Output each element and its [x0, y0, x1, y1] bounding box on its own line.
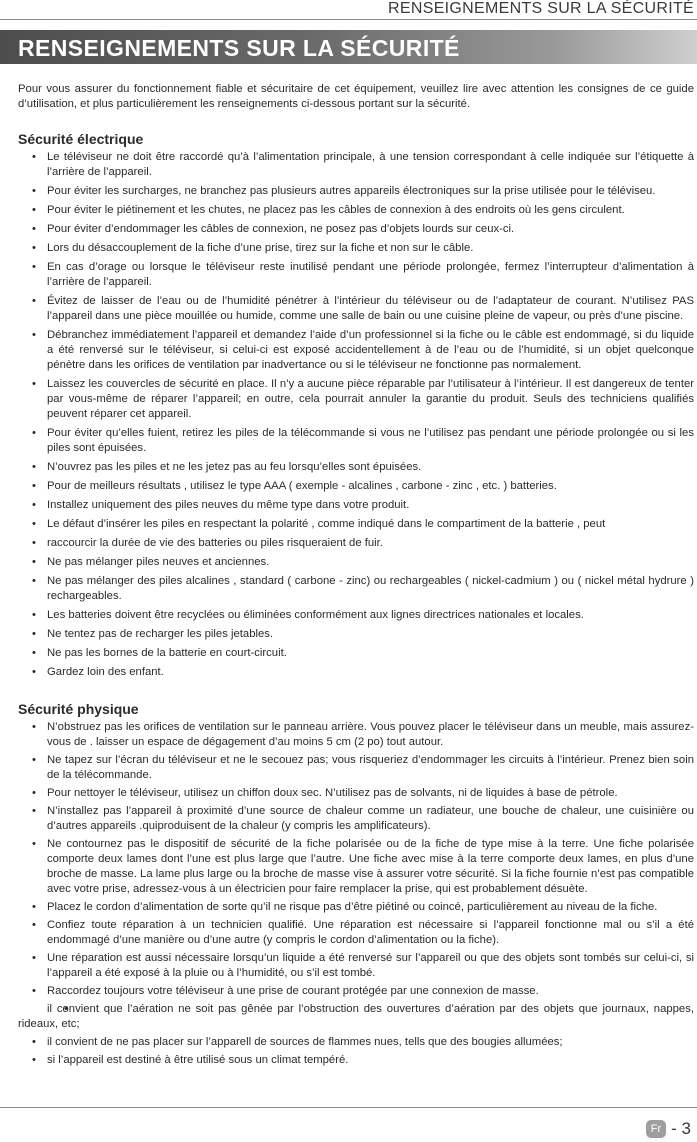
list-item: • Pour éviter le piétinement et les chutes, ne placez pas les câbles de connexion à des endroits où les gens circulent.	[18, 203, 694, 218]
list-item: • si l’appareil est destiné à être utilisé sous un climat tempéré.	[18, 1053, 694, 1068]
list-item: • Pour de meilleurs résultats , utilisez le type AAA ( exemple - alcalines , carbone - zinc , etc. ) batteries.	[18, 479, 694, 494]
physical-safety-heading: Sécurité physique	[18, 701, 139, 717]
running-header: RENSEIGNEMENTS SUR LA SÉCURITÉ	[388, 0, 694, 17]
list-item: • Le défaut d’insérer les piles en respectant la polarité , comme indiqué dans le compartiment de la batterie , peut	[18, 517, 694, 532]
list-item: • Ne contournez pas le dispositif de sécurité de la fiche polarisée ou de la fiche de type mise à la terre. Une fiche polarisée comporte deux lames dont l’une est plus large que l’autre. Une fiche avec mise à la terre comporte deux lames, en plus d’une broche de masse. La lame plus large ou la broche de masse vise à assurer votre sécurité. Si la fiche fournie n’est pas compatible avec votre prise, adressez-vous à un électricien pour faire remplacer la prise, qui est probablement désuète.	[18, 837, 694, 897]
list-item: • Le téléviseur ne doit être raccordé qu’à l’alimentation principale, à une tension correspondant à celle indiquée sur l’étiquette à l’arrière de l’appareil.	[18, 150, 694, 180]
intro-paragraph: Pour vous assurer du fonctionnement fiable et sécuritaire de cet équipement, veuillez lire avec attention les consignes de ce guide d’utilisation, et plus particulièrement les renseignements ci-dessous portant sur la sécurité.	[18, 83, 694, 110]
list-item: • Ne pas mélanger piles neuves et anciennes.	[18, 555, 694, 570]
footer-divider	[0, 1107, 697, 1108]
list-item: • N’obstruez pas les orifices de ventilation sur le panneau arrière. Vous pouvez placer le téléviseur dans un meuble, mais assurez-vous de . laisser un espace de dégagement d’au moins 5 cm (2 po) tout autour.	[18, 720, 694, 750]
list-item: • Ne pas les bornes de la batterie en court-circuit.	[18, 646, 694, 661]
language-badge: Fr	[646, 1120, 666, 1138]
header-divider	[0, 19, 697, 20]
list-item: • N’installez pas l’appareil à proximité d’une source de chaleur comme un radiateur, une bouche de chaleur, une cuisinière ou d’autres appareils .quiproduisent de la chaleur (y compris les amplificateurs).	[18, 804, 694, 834]
section-title-bar	[0, 30, 697, 64]
list-item: • il convient que l’aération ne soit pas gênée par l’obstruction des ouvertures d’aération par des objets que journaux, nappes, rideaux, etc;	[18, 1002, 694, 1032]
list-item: • Lors du désaccouplement de la fiche d’une prise, tirez sur la fiche et non sur le câble.	[18, 241, 694, 256]
electrical-safety-list	[18, 150, 694, 680]
document-body	[18, 82, 694, 1071]
list-item: • Ne tapez sur l’écran du téléviseur et ne le secouez pas; vous risqueriez d’endommager les circuits à l’intérieur. Prenez bien soin de la télécommande.	[18, 753, 694, 783]
physical-safety-list	[18, 720, 694, 1068]
page-footer	[646, 1119, 691, 1139]
list-item: • Gardez loin des enfant.	[18, 665, 694, 680]
section-spacer	[18, 684, 694, 702]
list-item: • Pour éviter d’endommager les câbles de connexion, ne posez pas d’objets lourds sur ceux-ci.	[18, 222, 694, 237]
list-item: • raccourcir la durée de vie des batteries ou piles risqueraient de fuir.	[18, 536, 694, 551]
list-item: • Pour éviter qu’elles fuient, retirez les piles de la télécommande si vous ne l’utilisez pas pendant une période prolongée ou si les piles sont épuisées.	[18, 426, 694, 456]
list-item: • Évitez de laisser de l’eau ou de l’humidité pénétrer à l’intérieur du téléviseur ou de l’adaptateur de courant. N’utilisez PAS l’appareil dans une pièce mouillée ou humide, comme une salle de bain ou une cuisine pleine de vapeur, ou près d’une piscine.	[18, 294, 694, 324]
list-item: • Placez le cordon d’alimentation de sorte qu’il ne risque pas d’être piétiné ou coincé, particulièrement au niveau de la fiche.	[18, 900, 694, 915]
list-item: • En cas d’orage ou lorsque le téléviseur reste inutilisé pendant une période prolongée, fermez l’interrupteur d’alimentation à l’arrière de l’appareil.	[18, 260, 694, 290]
list-item: • il convient de ne pas placer sur l’apparell de sources de flammes nues, tells que des bougies allumées;	[18, 1035, 694, 1050]
list-item: • Pour éviter les surcharges, ne branchez pas plusieurs autres appareils électroniques sur la prise utilisée pour le téléviseu.	[18, 184, 694, 199]
list-item: • Les batteries doivent être recyclées ou éliminées conformément aux lignes directrices nationales et locales.	[18, 608, 694, 623]
list-item: • Confiez toute réparation à un technicien qualifié. Une réparation est nécessaire si l’appareil fonctionne mal ou s’il a été endommagé d’une manière ou d’une autre (y compris le cordon d’alimentation ou la fiche).	[18, 918, 694, 948]
list-item: • Installez uniquement des piles neuves du même type dans votre produit.	[18, 498, 694, 513]
electrical-safety-heading: Sécurité électrique	[18, 131, 144, 147]
list-item: • Ne tentez pas de recharger les piles jetables.	[18, 627, 694, 642]
list-item: • Laissez les couvercles de sécurité en place. Il n’y a aucune pièce réparable par l’utilisateur à l’intérieur. Il est dangereux de tenter par vous-même de réparer l’appareil; en outre, cela pourrait annuler la garantie du produit. Seuls des techniciens qualifiés peuvent réparer cet appareil.	[18, 377, 694, 422]
list-item: • N’ouvrez pas les piles et ne les jetez pas au feu lorsqu’elles sont épuisées.	[18, 460, 694, 475]
list-item: • Débranchez immédiatement l’appareil et demandez l’aide d’un professionnel si la fiche ou le câble est endommagé, si du liquide a été renversé sur le téléviseur, si celui-ci est exposé accidentellement à de l’eau ou de l’humidité, si un objet quelconque pénètre dans les orifices de ventilation par inadvertance ou si le téléviseur ne fonctionne pas normalement.	[18, 328, 694, 373]
page-title: RENSEIGNEMENTS SUR LA SÉCURITÉ	[18, 35, 460, 61]
list-item: • Pour nettoyer le téléviseur, utilisez un chiffon doux sec. N’utilisez pas de solvants, ni de liquides à base de pétrole.	[18, 786, 694, 801]
list-item: • Ne pas mélanger des piles alcalines , standard ( carbone - zinc) ou rechargeables ( nickel-cadmium ) ou ( nickel métal hydrure ) rechargeables.	[18, 574, 694, 604]
list-item: • Raccordez toujours votre téléviseur à une prise de courant protégée par une connexion de masse.	[18, 984, 694, 999]
list-item: • Une réparation est aussi nécessaire lorsqu’un liquide a été renversé sur l’appareil ou que des objets sont tombés sur celui-ci, si l’appareil a été exposé à la pluie ou à l’humidité, ou s’il est tombé.	[18, 951, 694, 981]
page-number: - 3	[671, 1119, 691, 1138]
